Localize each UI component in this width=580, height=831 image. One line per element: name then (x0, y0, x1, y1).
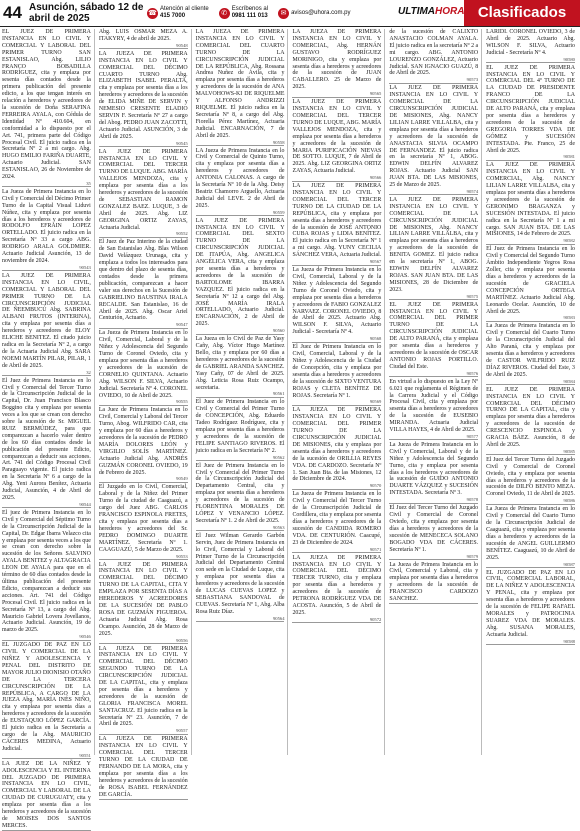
ad-divider (486, 62, 575, 63)
ad-text: La Jueza de Primera Instancia en lo Civil y Comercial, Laboral y de la Niñez y Adolescencia del Segundo Turno, cita y emplaza por sesenta días a los herederos y acreedores de la sucesión de GUIDO ANTONIO DUARTE VÁZQUEZ y SUCESIÓN INTESTADA. Secretaría Nº 3. (389, 441, 479, 497)
column-1 (2, 29, 95, 829)
ad-divider (292, 552, 381, 553)
classified-ad (196, 399, 285, 461)
ad-code: 35 (86, 180, 91, 186)
ad-text: LA JUEZ DE PRIMERA INSTANCIA EN LO CIVIL Y COMERCIAL DEL DÉCIMO TURNO DE LA CAPITAL, CITA Y EMPLAZA POR SESENTA DÍAS A HEREDEROS Y ACREEDORES DE LA SUCESIÓN DE PABLO ROSA DE GUZMÁN FIGUEROA. Actuaria Judicial Abg. Rosa Ocampo. Asunción, 28 de Marzo de 2025. (98, 561, 188, 637)
ad-text: El Juez del Tercer Turno del Juzgado Civil y Comercial de Coronel Oviedo, cita y emplaza por sesenta días a herederos y acreedores de la sucesión de DILFO BENTO MEZA. Coronel Oviedo, 11 de Abril de 2025. (486, 456, 575, 498)
ad-text: La Jueza de Primera Instancia en lo Civil y Comercial del Décimo Primer Turno de la Capital Visual Liduvi Núñez, cita y emplaza por sesenta días a los herederos y acreedores de RODOLFO EFRAIN LOPEZ ORTELLADO. El juicio radica en la Secretaría Nº 33 a cargo ABG. RODRIGO ARALA GOLDMIER. Actuario Judicial Asunción, 13 de noviembre de 2024. (2, 188, 91, 264)
ad-divider (196, 397, 285, 398)
ad-divider (99, 482, 188, 483)
ad-code: 90576 (466, 370, 479, 376)
ad-text: LA JUEZA DE PRIMERA INSTANCIA EN LO CIVIL Y COMERCIAL DEL CUARTO TURNO DE LA CIRCUNSCRIPCIÓN JUDICIAL DE LA REPÚBLICA, Abg. Rossana Andrea Nuñez de Ávila, cita y emplaza por sesenta días a herederos y acreedores de la sucesión de ANA MALVOHOWS-KI DE RIQUELME Y ALFONSO ANDRIZZI RIQUELME. El juicio radica en la Secretaría Nº 8, a cargo del Abg. Fiorella Pérez Martínez, Actuaria Judicial. ENCARNACIÓN, 7 de Abril de 2025. (195, 29, 285, 139)
ad-divider (486, 160, 575, 161)
classified-ad (99, 484, 188, 560)
ad-code: 90583 (563, 315, 575, 321)
ad-divider (292, 405, 381, 406)
ad-code: 90549 (176, 476, 188, 482)
ad-text: LA JUEZA DE PRIMERA INSTANCIA EN LO CIVIL Y COMERCIAL DEL TERCER TURNO DE LA CIUDAD DE FERNANDO DE LA MORA, cita y emplaza por sesenta días a los herederos y acreedores de la sucesión de ROSA ISABEL FERNÁNDEZ DE GARCÍA. (98, 736, 188, 798)
ad-text: EL JUZGADO DE PAZ EN LO CIVIL, COMERCIAL LABORAL, DE LA NIÑEZ Y ADOLESCENCIA Y PENAL, cita y emplaza por sesenta días a herederos y acreedores de la sucesión de FELIPE RAFAEL MORALES y PATROCINIA SUAREZ VDA DE MORALES. Abg. SUSANA MORALES, Actuaria Judicial. (486, 569, 575, 638)
section-title: Clasificados (464, 0, 580, 26)
ad-divider (389, 439, 478, 440)
ad-divider (486, 244, 575, 245)
classified-ad (389, 442, 478, 504)
ad-text: El juez de Primera Instancia en lo Civil y Comercial del Séptimo Turno de la Circunscripción Judicial de la Capital, Dr. Edgar Ibarra Velazco cita y emplaza por sesenta veces a los que se crean con derecho sobre la sucesión de los Señores SALVINO AYALA BENITEZ y ALTAGRACIA LEON DE AYALA para que en el término de 60 días contados desde la última publicación del presente Edicto, comparezcan a deducir sus acciones. Art. 741 del Código Procesal Civil. El juicio radica en la Secretaría Nº 13, a cargo del Abg. Mauricio Gabriel Lovera Jovellanos, Actuario Judicial. Asunción, 19 de marzo de 2025. (2, 509, 91, 634)
ad-code: 90582 (563, 238, 575, 244)
classified-ad (2, 761, 91, 831)
contact-strip (147, 6, 357, 20)
classified-ad (196, 533, 285, 622)
ad-code: 90573 (466, 77, 479, 83)
contact-label: Atención al cliente (160, 6, 209, 12)
ad-text: LA Jueza de Primera Instancia en lo Civil y Comercial de Quinto Turno, cita y emplaza por sesenta días a herederos y acreedores de ANTONIA CALONAS. A cargo de la Secretaría Nº 10 de la Abg. Deisy Beatriz Chamorro Arguello, Actuaria Judicial del LEVE. 2 de Abril de 2025. (195, 147, 285, 209)
classified-ad (486, 506, 575, 568)
classified-ad (389, 505, 478, 560)
ad-divider (389, 83, 478, 84)
contact-value: 0981 111 013 (231, 13, 268, 19)
ad-divider (196, 215, 285, 216)
brand-logo (398, 6, 464, 17)
ad-code: 90557 (176, 728, 188, 734)
ad-divider (2, 758, 91, 759)
classified-ad (389, 379, 478, 441)
ad-code: 90565 (369, 91, 382, 97)
ad-text: El Juzgado en lo Civil, Comercial, Laboral y de la Niñez del Primer Turno de la ciudad de Caaguazú, a cargo del Juez ABG. CARLOS FRANCISCO ESPINOLA FRETES, cita y emplaza por sesenta días a herederos y acreedores del Sr. PEDRO DOMINGO DUARTE MARTÍNEZ. Secretaría Nº 1. CAAGUAZÚ, 5 de Marzo de 2025. (98, 484, 188, 553)
ad-divider (99, 734, 188, 735)
ad-divider (2, 640, 91, 641)
classified-ad (2, 29, 91, 187)
classified-ad (2, 273, 91, 376)
ad-divider (99, 405, 188, 406)
ad-code: 90577 (466, 433, 479, 439)
ad-text: LA JUEZ DE PRIMERA INSTANCIA EN LO CIVIL Y COMERCIAL, Abg. NANCY LILIAN LARRE VILLALBA, cita y emplaza por sesenta días a herederos y acreedores de la sucesión de GERONIMO BRAGANZA y SUCESIÓN INTESTADA. El juicio radica en la Secretaría Nº 1 a mi cargo. SAN JUAN BTA. DE LAS MISIONES, 14 de Febrero de 2025. (486, 162, 575, 238)
ad-divider (2, 375, 91, 376)
classified-ad (389, 302, 478, 378)
ad-text: La Jueza de Primera Instancia en lo Civil, Comercial, Laboral y de la Niñez y Adolescencia del Segundo Turno de Coronel Oviedo, cita y emplaza por sesenta días a herederos y acreedores de la sucesión de CORNELIO QUINTANA. Actuario Abg. WILSON F. SILVA, Actuario Judicial. Secretaría Nº 4. CORONEL OVIEDO, 10 de Abril de 2025. (98, 330, 188, 399)
classified-ad (99, 562, 188, 644)
classified-ad (2, 510, 91, 641)
ad-text: El Juez de Primera Instancia en lo Civil y Comercial del Primer Turno de CONCEPCIÓN, Abg. Eduardo Tadeo Rodríguez Rodríguez, cita y emplaza por sesenta días a herederos y acreedores de la sucesión de FELIPE SANTIAGO RIVEROS. El juicio radica en la Secretaría Nº 2. (195, 399, 285, 454)
ad-divider (99, 146, 188, 147)
classified-ad (196, 148, 285, 217)
classified-ad (2, 642, 91, 759)
ad-divider (486, 454, 575, 455)
ad-divider (389, 559, 478, 560)
classified-ad (99, 239, 188, 328)
ad-code: 90567 (369, 259, 382, 265)
ad-code: 90559 (273, 209, 285, 215)
ad-code: 90578 (466, 497, 479, 503)
email-icon: ✉ (278, 8, 289, 19)
classified-ad (2, 378, 91, 509)
contact-whatsapp (219, 6, 268, 20)
ad-divider (292, 489, 381, 490)
issue-date: Asunción, sábado 12 de abril de 2025 (29, 2, 144, 24)
classified-ad (389, 562, 478, 605)
ad-divider (389, 503, 478, 504)
ad-divider (292, 97, 381, 98)
ad-divider (196, 530, 285, 531)
ad-text: LA JUEZ DE PRIMERA INSTANCIA EN LO CIVIL Y COMERCIAL DE LA CIRCUNSCRIPCIÓN JUDICIAL DE MISIONES, Abg. NANCY LILIAN LARRE VILLALBA, cita y emplaza por sesenta días a herederos y acreedores de la sucesión de ANASTACIA SILVIA OCAMPO DE FERNANDEZ. El juicio radica en la secretaría Nº 1, ABOG. EDWIN DELFÍN ALVAREZ ROJAS. Actuario Judicial SAN JUAN BTA. DE LAS MISIONES, 25 de Marzo de 2025. (389, 85, 479, 189)
ad-code: 90552 (176, 231, 188, 237)
column-4 (292, 29, 385, 755)
classified-ad (292, 267, 381, 343)
ad-text: El Juez del Tercer Turno del Juzgado Civil y Comercial de Coronel Oviedo, cita y emplaza por sesenta días a herederos y acreedores de la sucesión de MENECECA SOLANO BOGADO VDA DE CÁCERES. Secretaría Nº 1. (389, 505, 479, 553)
ad-code: 90548 (176, 42, 188, 48)
ad-text: LA JUEZ DE PRIMERA INSTANCIA EN LO CIVIL Y COMERCIAL DEL SEXTO TURNO DE LA CIRCUNSCRIPCIÓN JUDICIAL DE ITAPÚA, Abg. ANGELICA ANGÉLICA VERA, cita y emplaza por sesenta días a herederos y acreedores de la sucesión de BARTOLOME IBARRA VAZQUEZ. El juicio radica en la Secretaría Nº 12 a cargo del Abg. JOSÉ MARÍA IRALA ORTELLADO, Actuario Judicial. ENCARNACIÓN, 2 de Abril de 2025. (195, 217, 285, 328)
ad-code: 90555 (176, 399, 188, 405)
ad-text: La Juez de Primera Instancia en lo Civil, Comercial y Laboral del Tercer Turno, Abog. WILFRIDO CAR, cita y emplaza por 60 días a herederos y acreedores de la sucesión de PEDRO MARÍA DOLORES LEÓN y VIRGILIO SOLÍS MARTÍNEZ. Actuario Judicial Abg. ANDRÉS GUZMÁN CORONEL OVIEDO, 19 de Febrero de 2025. (98, 407, 188, 476)
ad-text: Abg. LUIS OSMAR MEZA A. ITAKYRY, 4 de abril de 2025. (98, 29, 188, 42)
classified-ad (486, 162, 575, 244)
ad-divider (2, 270, 91, 271)
ad-text: El Juez de Primera Instancia en lo Civil y Comercial del Tercer Turno de la Circunscripción Judicial de la Capital, Dr. Juan Francisco Blasco Boggino cita y emplaza por sesenta veces a los que se crean con derecho sobre la sucesión de Sr. MIGUEL RUIZ BERMÚDEZ, para que comparezcan a hacerlo valer dentro de los 60 días contados desde la publicación del presente Edicto, comparezcan a deducir sus acciones. Art. 741 del Código Procesal Civil Paraguayo vigente. El juicio radica en la Secretaría Nº 6 a cargo de la Abg. Yeni Aurora Benítez, Actuaria Judicial, Asunción, 4 de Abril de 2025. (2, 377, 91, 501)
ad-code: 90574 (466, 188, 479, 194)
ad-text: La Jueza de Primera Instancia en lo Civil y Comercial del Cuarto Turno de la Circunscripción Judicial de Caaguazú, cita y emplaza por sesenta días a herederos y acreedores de la sucesión de ANGEL GUILLERMO BENÍTEZ. Caaguazú, 10 de Abril de 2025. (486, 506, 575, 561)
brand-main: ULTIMA (398, 6, 436, 17)
contact-email-value: avisos@uhora.com.py (291, 9, 351, 16)
classified-ad (196, 218, 285, 335)
ad-divider (196, 621, 285, 622)
phone-icon: ☎ (148, 9, 157, 17)
classified-ad (486, 65, 575, 161)
column-5 (389, 29, 482, 755)
ad-code: 90586 (563, 498, 575, 504)
classified-ad (486, 323, 575, 385)
classified-ad (389, 29, 478, 84)
ad-text: El Juez de Paz Interino de la ciudad de San Estanislao Abg. Blas Wilson David Velázquez Urunaga, cita y emplaza a todos los interesados para que dentro del plazo de sesenta días, contados desde la primera publicación, comparezcan a hacer valer sus derechos en la Sucesión de GABRIELINO BAUSTINA IRALA RECALDE. San Estanislao, 16 de Abril de 2025. Abg. Oscar Ariel Centurión, Actuario. (98, 239, 188, 322)
ad-divider (292, 265, 381, 266)
ad-text: EL JUEZ DE PRIMERA INSTANCIA EN LO CIVIL Y COMERCIAL DEL DÉCIMO TURNO DE LA CAPITAL, cita y emplaza por sesenta días a herederos y acreedores de la sucesión de CRESCENCIO ESPINOLA y GRACIA BÁEZ. Asunción, 8 de Abril de 2025. (486, 386, 575, 448)
ad-text: LA JUEZA DE PRIMERA INSTANCIA EN LO CIVIL Y COMERCIAL DEL DÉCIMO SEGUNDO TURNO DE LA CIRCUNSCRIPCIÓN JUDICIAL DE LA CAPITAL, cita y emplaza por sesenta días a herederos y acreedores de la sucesión de GLORIA FRANCISCA MOREL SANTACRUZ. El juicio radica en la Secretaría Nº 23. Asunción, 7 de Abril de 2025. (98, 645, 188, 728)
ad-code: 90561 (273, 391, 285, 397)
ad-code: 90581 (563, 154, 575, 160)
ad-code: 90562 (273, 454, 285, 460)
classified-ad (292, 407, 381, 489)
ad-code: 90547 (176, 322, 188, 328)
column-2 (98, 29, 192, 798)
ad-code: 90545 (176, 140, 188, 146)
ad-divider (292, 622, 381, 623)
ad-text: EL JUEZ DE PRIMERA INSTANCIA EN LO CIVIL Y COMERCIAL Y LABORAL DEL PRIMER TURNO SAN ESTANISLAO, Abg. LILIO FRANCO BOBADILLA RODRÍGUEZ, cita y emplaza por sesenta días contados desde la primera publicación del presente edicto, a los que tengan interés en relación a herederos y acreedores de la sucesión de Doña SERAFINA FERREIRA AYALA, con Cédula de Identidad Nº 410.604, en conformidad a lo dispuesto por el Art. 741, primera parte del Código Procesal Civil. El juicio radica en la Secretaría Nº 2 a mi cargo. Abg. HUGO EMILIO FARIÑA DUARTE, Actuario Judicial. SAN ESTANISLAO, 26 de Noviembre de 2024. (2, 29, 91, 181)
ad-divider (196, 145, 285, 146)
classified-ad (486, 387, 575, 456)
ad-code: 90544 (79, 501, 91, 507)
ad-divider (99, 643, 188, 644)
classified-ad (292, 29, 381, 98)
page-number: 44 (3, 3, 22, 22)
ad-text: LA JUEZA DE PRIMERA INSTANCIA EN LO CIVIL Y COMERCIAL DEL DÉCIMO CUARTO TURNO Abg. ELIZABETH ISABEL PERALTA, cita y emplaza por sesenta días a los herederos y acreedores de la sucesión de ELIDA MIÑE DE SERVIN y NEMESIO CRESENTE ELADIO SERVIN F. Secretaría Nº 27 a cargo del Abog. PEDRO JUAN ZACOTTI, Actuario Judicial. ASUNCIÓN, 3 de Abril de 2025. (98, 50, 188, 140)
ad-text: LA JUEZ DE LA NIÑEZ Y ADOLESCENCIA Y EL INTERINA DEL JUZGADO DE PRIMERA INSTANCIA EN LO CIVIL, COMERCIAL Y LABORAL DE LA CIUDAD DE CURUGUATY, cita y emplaza por sesenta días a los herederos y acreedores de la sucesión de MOISES DOS SANTOS MERCES. (2, 760, 91, 829)
ad-text: LA JUEZA DE PRIMERA INSTANCIA EN LO CIVIL Y COMERCIAL DEL PRIMER TURNO DE LA CIRCUNSCRIPCIÓN JUDICIAL DE MISIONES, cita y emplaza por sesenta días a herederos y acreedores de la sucesión de ORILLIA REYES VDA. DE CARDOZO. Secretaría Nº 1. San Juan Bta. de las Misiones, 12 de Diciembre de 2024. (292, 407, 382, 483)
classified-ad (99, 330, 188, 406)
ad-code: 90571 (369, 546, 382, 552)
contact-email (278, 8, 350, 19)
ad-text: La Jueza en lo Civil de Paz de Yasy Cañy, Abg. Víctor Hugo Martínez Bello, cita y emplaza por 60 días a herederos y acreedores de la sucesión de GABRIEL ARANDA SANCHEZ. Yasy Cañy, 07 de Abril de 2025. Abg. Leticia Rosa Ruiz Ocampo, secretaria. (195, 336, 285, 391)
classified-ad (2, 189, 91, 271)
classified-ad (99, 646, 188, 735)
ad-divider (389, 603, 478, 604)
page-header (0, 0, 580, 27)
ad-divider (99, 799, 188, 800)
ad-text: En virtud a lo dispuesto en la Ley Nº 6.021 que reglamenta el Régimen de la Carrera Judicial y el Código Procesal Civil, cita y emplaza por sesenta días a herederos y acreedores de la sucesión de EUSEBIO MIRANDA. Actuaria Judicial VILLA HAYES, 4 de Abril de 2025. (389, 378, 479, 434)
classified-ad (99, 29, 188, 49)
ad-code: 90543 (79, 264, 91, 270)
ad-code: 90585 (563, 448, 575, 454)
ad-code: 90579 (466, 553, 479, 559)
ad-code: 90558 (273, 139, 285, 145)
ad-code: 90566 (369, 175, 382, 181)
classified-ad (292, 555, 381, 624)
whatsapp-icon: ✆ (219, 8, 230, 19)
ad-code: 90569 (369, 399, 382, 405)
classified-ad (292, 491, 381, 553)
classified-ad (99, 149, 188, 238)
ad-text: EL JUEZ DE PRIMERA INSTANCIA EN LO CIVIL Y COMERCIAL DEL PRIMER TURNO DE LA CIRCUNSCRIPCIÓN JUDICIAL DE ALTO PARANÁ, cita y emplaza por sesenta días a herederos y acreedores de la sucesión de OSCAR ANTONIO ROJAS PORTILLO. Ciudad del Este. (389, 301, 479, 370)
ad-code: 90556 (176, 637, 188, 643)
ad-text: LA JUEZA DE PRIMERA INSTANCIA EN LO CIVIL Y COMERCIAL DEL DÉCIMO TERCER TURNO, cita y emplaza por sesenta días a herederos y acreedores de la sucesión de PETRONA RODRÍGUEZ VDA DE ACOSTA. Asunción, 5 de Abril de 2025. (292, 554, 382, 616)
ad-divider (196, 460, 285, 461)
classified-ad (292, 183, 381, 265)
ad-code: 90560 (273, 328, 285, 334)
ad-code: 90587 (563, 561, 575, 567)
ad-text: EL JUEZ DE PRIMERA INSTANCIA EN LO CIVIL Y COMERCIAL DEL 4º TURNO DE LA CIUDAD DE PRESIDENTE FRANCO DE LA CIRCUNSCRIPCIÓN JUDICIAL DE ALTO PARANÁ, cita y emplaza por sesenta días a herederos y acreedores de la sucesión de GREGORIA TORRES VDA DE GÓMEZ y SUCESIÓN INTESTADA. Pte. Franco, 25 de Abril de 2025. (486, 64, 575, 154)
ad-text: LA JUEZ DE PRIMERA INSTANCIA EN LO CIVIL Y COMERCIAL DEL TERCER TURNO DE LUQUE. ABG. MARÍA VALLEJOS MENDOZA, cita y emplaza por sesenta días a los herederos y acreedores de la sucesión de SEBASTIAN RAMON GONZALEZ BAEZ. LUQUE, 3 de Abril de 2025. Abg. LIZ GEORGINA ORTIZ ZAYAS, Actuaria Judicial. (98, 148, 188, 231)
ad-divider (99, 237, 188, 238)
column-3 (196, 29, 289, 755)
classified-ad (389, 197, 478, 300)
ad-code: 90580 (563, 56, 575, 62)
ad-text: LARIDI. CORONEL OVIEDO, 3 de Abril de 2025. Actuario Abg. WILSON F. SILVA, Actuario Judicial - Secretaría Nº 4. (486, 29, 575, 56)
ad-text: El Juez Wilman Gerardo Garbón Servin, Juez de Primera Instancia en lo Civil, Comercial y Laboral del Primer Turno de la Circunscripción Judicial del Departamento Central con sede en la Ciudad de Luque, cita y emplaza por sesenta días a herederos y acreedores de la sucesión de LUCAS CUEVAS LOPEZ y SEBASTIANA SANDOVAL de CUEVAS. Secretaría Nº 1, Abg. Alba Rosa Ruiz Díaz. (195, 532, 285, 615)
ad-code: 90575 (466, 293, 479, 299)
ad-divider (486, 384, 575, 385)
ad-code: 90563 (273, 524, 285, 530)
ad-text: LA JUEZ DE PRIMERA INSTANCIA EN LO CIVIL Y COMERCIAL DE LA CIRCUNSCRIPCIÓN JUDICIAL DE MISIONES, Abg. NANCY LILIAN LARRE VILLALBA, cita y emplaza por sesenta días a herederos y acreedores de la sucesión de BENITA GOMEZ. El juicio radica en la secretaría Nº 1, ABOG. EDWIN DELFÍN ALVAREZ ROJAS. SAN JUAN BTA. DE LAS MISIONES, 28 de Diciembre de 2023. (389, 196, 479, 293)
ad-divider (292, 181, 381, 182)
ad-divider (196, 334, 285, 335)
ad-code: 90584 (563, 378, 575, 384)
classified-ad (196, 29, 285, 146)
ad-divider (2, 186, 91, 187)
ad-code: 90588 (563, 638, 575, 644)
brand-accent: HORA (435, 6, 465, 17)
ad-text: EL JUZGADO DE PAZ EN LO CIVIL Y COMERCIAL DE LA NIÑEZ Y ADOLESCENCIA Y PENAL DEL DISTRITO DE MAYOR JULIO DIONISIO OTAÑO DE LA TERCERA CIRCUNSCRIPCIÓN DE LA REPÚBLICA, A CARGO DE LA JUEZA Abg. MARÍA INÉS NIÑO, cita y emplaza por sesenta días a herederos y acreedores de la sucesión de EUSTAQUIO LÓPEZ GARCÍA. El juicio radica en la Secretaría a cargo de la Abg. MAURICIO CÁCERES MEDINA, Actuario Judicial. (2, 642, 91, 752)
ad-text: El Juez de Primera Instancia en lo Civil, Comercial, Laboral y de la Niñez y Adolescencia de la Ciudad de Concepción, cita y emplaza por sesenta días a herederos y acreedores de la sucesión de SIXTO VENTURA ROJAS y CLETA BENÍTEZ DE ROJAS. Secretaría Nº 1. (292, 344, 382, 399)
classified-ad (486, 570, 575, 646)
classified-ad (292, 344, 381, 406)
contact-value: 415 7000 (160, 13, 186, 19)
ad-divider (486, 504, 575, 505)
ad-text: El Juez de Primera Instancia en lo Civil y Comercial del Primer Turno de la Circunscripción Judicial del Departamento Central, cita y emplaza por sesenta días a herederos y acreedores de la sucesión de FLORENTINA MORALES DE LÓPEZ Y VENANCIO LÓPEZ. Secretaría Nº 1. 2 de Abril de 2025. (195, 462, 285, 524)
ad-code: 90551 (79, 752, 91, 758)
classified-ad (99, 51, 188, 147)
ad-divider (486, 567, 575, 568)
classified-ad (486, 29, 575, 63)
classified-ad (389, 85, 478, 195)
classified-ad (486, 246, 575, 322)
classified-ad (99, 736, 188, 800)
ad-code: 90572 (369, 616, 382, 622)
ad-text: El Juez de Primera Instancia en lo Civil y Comercial del Segundo Turno Ámbito Independiente Yegros Rosa Zoller, cita y emplaza por sesenta días a herederos y acreedores de la sucesión de GRACIELA CONCEPCIÓN ORTEGA MARTÍNEZ. Actuario Judicial Abg. Leonardo Ocelar. Asunción, 10 de Abril de 2025. (486, 246, 575, 315)
ad-code: 90546 (79, 634, 91, 640)
classified-ad (196, 336, 285, 398)
column-6 (486, 29, 578, 755)
ad-code: 32 (86, 369, 91, 375)
classified-ad (196, 463, 285, 532)
classified-ad (486, 457, 575, 505)
ad-divider (99, 48, 188, 49)
ad-code: 90570 (369, 483, 382, 489)
ad-text: LA JUEZA DE PRIMERA INSTANCIA EN LO CIVIL Y COMERCIAL, Abg. HERNÁN GUSTAVO RODRÍGUEZ MORINIGO, cita y emplaza por sesenta días a herederos y acreedores de la sucesión de JUAN CABALLERO. 25 de Marzo de 2025. (292, 29, 382, 91)
ad-divider (486, 644, 575, 645)
ad-code: 90564 (273, 615, 285, 621)
classified-ad (99, 407, 188, 483)
classifieds-columns (0, 27, 580, 829)
classified-ad (292, 99, 381, 181)
ad-text: La Jueza de Primera Instancia en lo Civil, Comercial, Laboral y de la Niñez y Adolescencia del Segundo Turno de Coronel Oviedo, cita y emplaza por sesenta días a herederos y acreedores de FABIO GONZALEZ NARVAEZ. CORONEL OVIEDO, 8 de Abril de 2025. Actuario Abg. WILSON F. SILVA, Actuario Judicial - Secretaría Nº 4. (292, 267, 382, 336)
contact-label: Escríbenos al (231, 6, 269, 12)
ad-divider (389, 194, 478, 195)
contact-phone (147, 6, 209, 20)
ad-text: LA JUEZ DE PRIMERA INSTANCIA EN LO CIVIL Y COMERCIAL DEL TERCER TURNO DE LUQUE, ABG. MARÍA VALLEJOS MENDOZA, cita y emplaza por sesenta días a herederos y acreedores de la sucesión de MARIA PURIFICACIÓN NIEVAS DE SOTTO. LUQUE, 7 de Abril de 2025. Abg. LIZ GEORGINA ORTIZ ZAYAS, Actuaria Judicial. (292, 99, 382, 175)
ad-divider (292, 342, 381, 343)
ad-divider (99, 559, 188, 560)
ad-divider (2, 507, 91, 508)
ad-text: La Jueza de Primera Instancia en lo Civil y Comercial del Tercer Turno de la Circunscripción Judicial de Cordillera, cita y emplaza por sesenta días a herederos y acreedores de la sucesión de CANDIDA ROMERO VDA. DE CENTURIÓN. Caacupé, 23 de Diciembre de 2024. (292, 491, 382, 546)
ad-code: 90568 (369, 336, 382, 342)
ad-divider (486, 321, 575, 322)
ad-divider (389, 299, 478, 300)
ad-divider (389, 376, 478, 377)
ad-text: La Jueza de Primera Instancia en lo Civil, Comercial y Laboral, cita y emplaza por sesenta días a herederos y acreedores de la sucesión de FRANCISCO CARDOZO SANCHEZ. (389, 561, 479, 603)
ad-divider (99, 328, 188, 329)
ad-text: LA JUEZ DE PRIMERA INSTANCIA EN LO CIVIL Y COMERCIAL DEL TERCER TURNO DE LA CIUDAD DE LA REPÚBLICA, cita y emplaza por sesenta días a herederos y acreedores de la sucesión de JOSÉ ANTONIO CUBA ROJAS y LIDIA BENÍTEZ. El juicio radica en la Secretaría Nº 1 a mi cargo. Abg. YUNY CECILIA SÁNCHEZ VERA, Actuaria Judicial. (292, 183, 382, 259)
ad-code: 90553 (176, 553, 188, 559)
ad-text: de la sucesión de CALIXTO ANASTACIO COLMAN AYALA. El juicio radica en la secretaría Nº 2 a mi cargo. ABG. ANTONIO LOURENZO GONZÁLEZ, Actuario Judicial. SAN IGNACIO GUAZÚ, 8 de Abril de 2025. (389, 29, 479, 77)
ad-text: LA JUEZ DE PRIMERA INSTANCIA EN LO CIVIL, COMERCIAL Y LABORAL DEL PRIMER TURNO DE LA CIRCUNSCRIPCIÓN JUDICIAL DE ÑEEMBUCÚ Abg. SABRINA ALBANI FRUTOS (INTERINA), cita y emplaza por sesenta días a herederos y acreedores de ELOY ELICHE BENITEZ. El citado juicio radica en la Secretaría Nº 2, a cargo de la Actuaria Judicial Abg. SARA NOEMI MARTÍN PILAR, PILAR, 1 de Abril de 2025. (2, 272, 91, 369)
ad-text: La Jueza de Primera Instancia en lo Civil y Comercial del Cuarto Turno de la Circunscripción Judicial del Alto Paraná, cita y emplaza por sesenta días a herederos y acreedores de CASTOR WILFRIDO RUIZ DÍAZ RIVEROS. Ciudad del Este, 3 de Abril de 2025. (486, 323, 575, 378)
